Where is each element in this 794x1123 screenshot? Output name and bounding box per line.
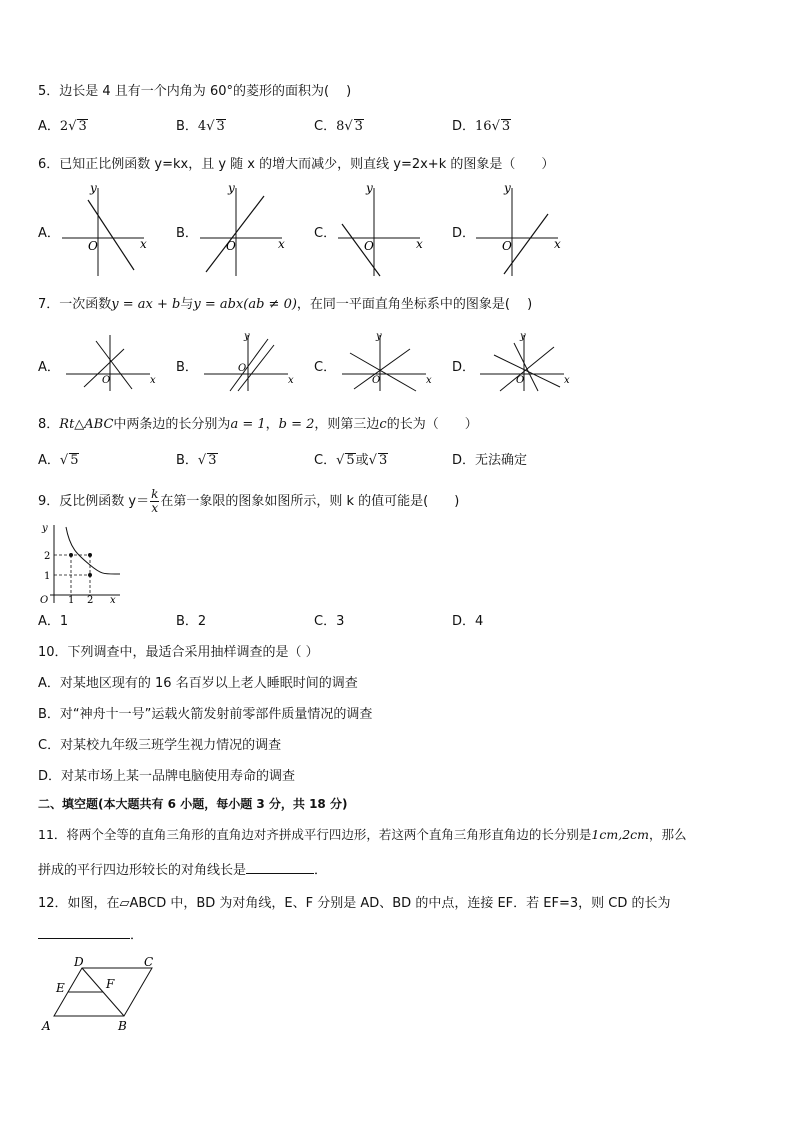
- option-letter: A．: [38, 119, 60, 134]
- hyperbola-curve: [66, 527, 120, 574]
- origin-label: O: [364, 239, 374, 253]
- origin-label: O: [226, 239, 236, 253]
- q6-option-c-letter[interactable]: C．: [314, 226, 337, 241]
- function-line: [88, 200, 134, 270]
- radicand: 3: [208, 453, 217, 468]
- axis-x-label: x: [278, 237, 285, 251]
- radicand: 3: [354, 119, 363, 134]
- q7-graph-b: [202, 331, 298, 393]
- expr-triangle: Rt△ABC: [59, 417, 114, 432]
- vertex-label-a: A: [42, 1019, 51, 1033]
- option-letter: B．: [176, 119, 198, 134]
- q6-graph-a: [60, 182, 152, 278]
- expr-linear: y = ax + b: [111, 297, 181, 312]
- origin-label: O: [372, 375, 381, 386]
- coefficient: 4: [197, 119, 207, 134]
- stem-mid1: 中两条边的长分别为: [113, 417, 231, 432]
- q8-option-d[interactable]: [452, 453, 527, 469]
- q8-stem: [38, 417, 478, 433]
- q12-line1: 12．如图，在▱ABCD 中，BD 为对角线，E、F 分别是 AD、BD 的中点，连接 EF．若 EF=3，则 CD 的长为: [38, 896, 671, 911]
- q8-option-a[interactable]: [38, 453, 79, 469]
- q8-option-c[interactable]: [314, 453, 388, 469]
- coefficient: 16: [475, 119, 492, 134]
- q5-option-d[interactable]: [452, 119, 511, 135]
- q11-line2: [38, 861, 327, 879]
- sqrt-sign: √: [336, 453, 345, 468]
- coefficient: 2: [59, 119, 69, 134]
- point-label-e: E: [56, 981, 65, 995]
- option-text: 2: [197, 614, 207, 629]
- option-text: 1: [59, 614, 69, 629]
- origin-label: O: [238, 363, 247, 374]
- q11-line2-end: ．: [314, 863, 328, 878]
- q6-option-b-letter[interactable]: B．: [176, 226, 198, 241]
- vertex-label-d: D: [74, 955, 84, 969]
- section-heading: 二、填空题(本大题共有 6 小题，每小题 3 分，共 18 分): [38, 797, 348, 811]
- tick-y-1: 1: [44, 571, 51, 582]
- function-line: [206, 196, 264, 272]
- stem-pre: 9．反比例函数 y＝: [38, 494, 150, 509]
- option-letter: D．: [452, 614, 476, 629]
- q12-line2-end: ．: [130, 928, 144, 943]
- sqrt-sign: √: [368, 453, 377, 468]
- q11-text-post: ，那么: [649, 827, 687, 842]
- q7-option-c-letter[interactable]: C．: [314, 360, 337, 375]
- option-letter: C．: [314, 453, 337, 468]
- line-1: [494, 355, 560, 387]
- q6-graph-b: [198, 182, 290, 278]
- stem-mid: 与: [180, 297, 194, 312]
- axis-x-label: x: [426, 375, 432, 386]
- radicand: 3: [78, 119, 87, 134]
- q6-graph-c: [336, 182, 428, 278]
- tick-x-1: 1: [68, 595, 75, 605]
- q9-stem: [38, 487, 459, 517]
- axis-y-label: y: [366, 182, 373, 195]
- q12-parallelogram-figure: [38, 954, 164, 1034]
- sqrt-sign: √: [344, 119, 353, 134]
- option-letter: D．: [452, 119, 476, 134]
- option-letter: D．: [452, 453, 476, 468]
- axis-y-label: y: [42, 523, 48, 534]
- axis-x-label: x: [110, 595, 116, 605]
- axis-x-label: x: [288, 375, 294, 386]
- line-1: [230, 339, 268, 391]
- origin-label: O: [102, 375, 111, 386]
- point-label-f: F: [106, 977, 115, 991]
- sqrt-sign: √: [59, 453, 69, 468]
- radicand: 3: [501, 119, 511, 134]
- stem-post: 的长为（ ）: [386, 417, 478, 432]
- tick-y-2: 2: [44, 551, 51, 562]
- option-letter: A．: [38, 614, 60, 629]
- vertex-label-b: B: [118, 1019, 127, 1033]
- point-1-2: [69, 553, 73, 557]
- q6-stem: 6．已知正比例函数 y=kx，且 y 随 x 的增大而减少，则直线 y=2x+k 的图象是（ ）: [38, 157, 555, 172]
- q7-option-a-letter[interactable]: A．: [38, 360, 60, 375]
- stem-post: ，在同一平面直角坐标系中的图象是( ): [296, 297, 533, 312]
- option-letter: A．: [38, 453, 60, 468]
- stem-mid2: ，则第三边: [314, 417, 380, 432]
- q7-option-b-letter[interactable]: B．: [176, 360, 198, 375]
- axis-x-label: x: [416, 237, 423, 251]
- axis-y-label: y: [504, 182, 511, 195]
- q11-lengths: 1cm,2cm: [591, 827, 650, 842]
- sqrt-sign: √: [197, 453, 207, 468]
- q7-graph-c: [340, 331, 436, 393]
- origin-label: O: [88, 239, 98, 253]
- answer-blank[interactable]: [38, 926, 130, 939]
- origin-label: O: [516, 375, 525, 386]
- q9-option-d[interactable]: [452, 614, 483, 630]
- q5-option-a[interactable]: [38, 119, 88, 135]
- stem-pre: 8．: [38, 417, 60, 432]
- expr-proportional: y = abx(ab ≠ 0): [193, 297, 297, 312]
- q10-stem: 10．下列调查中，最适合采用抽样调查的是（ ）: [38, 645, 319, 660]
- axis-y-label: y: [244, 331, 250, 342]
- expr-b: b = 2: [278, 417, 315, 432]
- axis-y-label: y: [90, 182, 97, 195]
- q11-line2-text: 拼成的平行四边形较长的对角线长是: [38, 863, 247, 878]
- q5-option-b[interactable]: [176, 119, 226, 135]
- q9-graph: [36, 521, 126, 605]
- tick-x-2: 2: [87, 595, 94, 605]
- q7-graph-d: [478, 331, 574, 393]
- axis-x-label: x: [150, 375, 156, 386]
- option-text: 4: [475, 614, 484, 629]
- axis-x-label: x: [554, 237, 561, 251]
- expr-c: c: [379, 417, 387, 432]
- q6-graph-d: [474, 182, 566, 278]
- q9-option-c[interactable]: [314, 614, 344, 630]
- q11-line1: [38, 827, 687, 843]
- axis-x-label: x: [140, 237, 147, 251]
- point-2-2: [88, 553, 92, 557]
- q10-option-b[interactable]: B．对“神舟十一号”运载火箭发射前零部件质量情况的调查: [38, 707, 373, 722]
- joiner: 或: [355, 453, 369, 468]
- q7-graph-a: [64, 331, 160, 393]
- radicand: 5: [346, 453, 355, 468]
- q5-option-c[interactable]: [314, 119, 364, 135]
- origin-label: O: [502, 239, 512, 253]
- stem-post: 在第一象限的图象如图所示，则 k 的值可能是( ): [160, 494, 460, 509]
- q10-option-a[interactable]: A．对某地区现有的 16 名百岁以上老人睡眠时间的调查: [38, 676, 358, 691]
- radicand: 3: [378, 453, 388, 468]
- option-letter: B．: [176, 453, 198, 468]
- q9-option-a[interactable]: [38, 614, 68, 630]
- q11-text-pre: 11．将两个全等的直角三角形的直角边对齐拼成平行四边形，若这两个直角三角形直角边的长分别是: [38, 827, 592, 842]
- q5-stem: 5．边长是 4 且有一个内角为 60°的菱形的面积为( ): [38, 84, 352, 99]
- origin-label: O: [40, 595, 49, 605]
- axis-x-label: x: [564, 375, 570, 386]
- sqrt-sign: √: [491, 119, 500, 134]
- q9-option-b[interactable]: [176, 614, 206, 630]
- answer-blank[interactable]: [246, 861, 314, 874]
- option-letter: C．: [314, 614, 337, 629]
- sqrt-sign: √: [206, 119, 215, 134]
- option-text: 无法确定: [475, 453, 528, 468]
- q10-option-c[interactable]: C．对某校九年级三班学生视力情况的调查: [38, 738, 282, 753]
- radicand: 5: [70, 453, 79, 468]
- q7-option-d-letter[interactable]: D．: [452, 360, 476, 375]
- stem-pre: 7．一次函数: [38, 297, 112, 312]
- option-letter: C．: [314, 119, 337, 134]
- axis-y-label: y: [520, 331, 526, 342]
- option-text: 3: [336, 614, 345, 629]
- fraction-k-over-x: [150, 488, 159, 515]
- q7-stem: [38, 297, 532, 313]
- frac-denominator: x: [151, 501, 159, 515]
- q6-option-a-letter[interactable]: A．: [38, 226, 60, 241]
- q8-option-b[interactable]: [176, 453, 218, 469]
- coefficient: 8: [336, 119, 345, 134]
- sqrt-sign: √: [68, 119, 77, 134]
- comma: ，: [265, 417, 279, 432]
- frac-numerator: k: [151, 487, 159, 501]
- axis-y-label: y: [228, 182, 235, 195]
- q12-line2: [38, 926, 143, 944]
- vertex-label-c: C: [144, 955, 154, 969]
- radicand: 3: [216, 119, 225, 134]
- option-letter: B．: [176, 614, 198, 629]
- q10-option-d[interactable]: D．对某市场上某一品牌电脑使用寿命的调查: [38, 769, 296, 784]
- point-2-1: [88, 573, 92, 577]
- q6-option-d-letter[interactable]: D．: [452, 226, 476, 241]
- expr-a: a = 1: [230, 417, 266, 432]
- axis-y-label: y: [376, 331, 382, 342]
